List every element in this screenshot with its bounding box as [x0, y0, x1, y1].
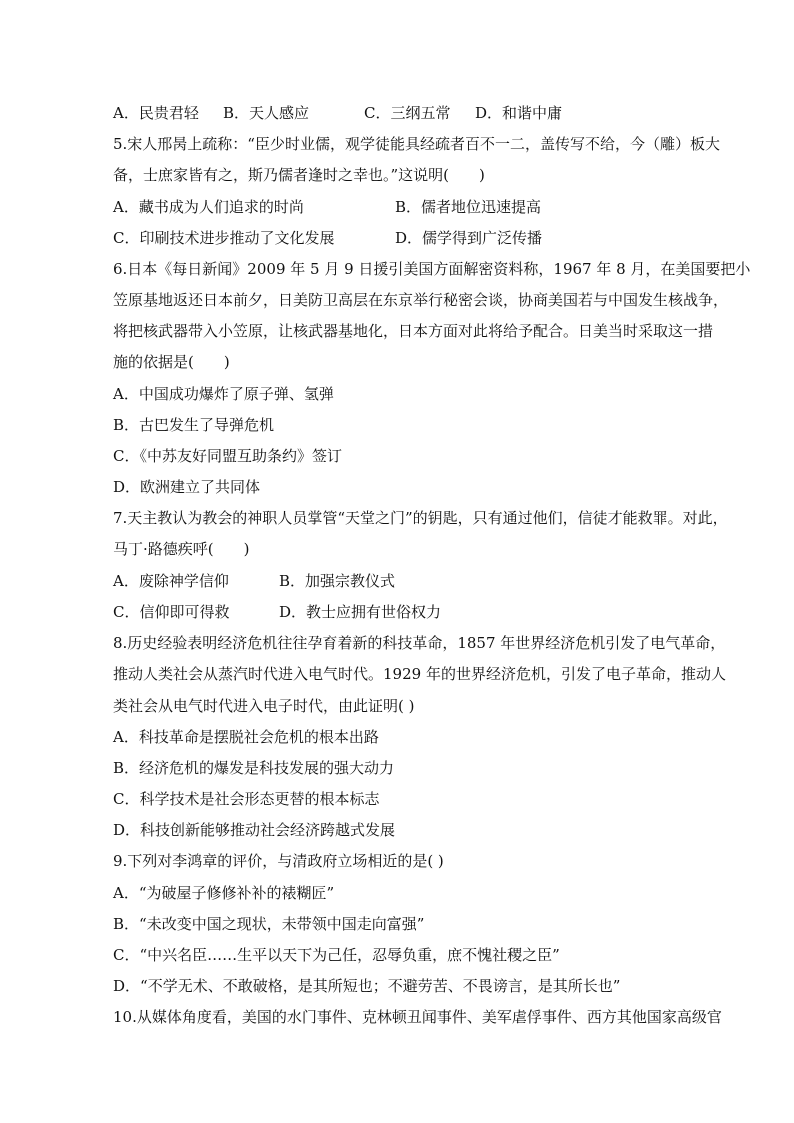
q6-option-d: D．欧洲建立了共同体	[113, 478, 261, 496]
q5-option-b: B．儒者地位迅速提高	[395, 198, 542, 216]
q4-option-b: B．天人感应	[223, 104, 310, 122]
q8-stem-line-1: 8.历史经验表明经济危机往往孕育着新的科技革命，1857 年世界经济危机引发了电气革命，	[113, 634, 726, 652]
q7-stem-line-1: 7.天主教认为教会的神职人员掌管“天堂之门”的钥匙，只有通过他们，信徒才能救罪。对此，	[113, 509, 728, 527]
q8-option-b: B．经济危机的爆发是科技发展的强大动力	[113, 759, 395, 777]
q5-option-d: D．儒学得到广泛传播	[395, 229, 543, 247]
q6-option-b: B．古巴发生了导弹危机	[113, 416, 275, 434]
q9-option-a: A．“为破屋子修修补补的裱糊匠”	[113, 884, 335, 902]
q8-option-d: D．科技创新能够推动社会经济跨越式发展	[113, 821, 396, 839]
q5-option-c: C．印刷技术进步推动了文化发展	[113, 229, 335, 247]
q4-option-a: A．民贵君轻	[113, 104, 199, 122]
q6-option-a: A．中国成功爆炸了原子弹、氢弹	[113, 385, 334, 403]
q5-stem-line-1: 5.宋人邢昺上疏称：“臣少时业儒，观学徒能具经疏者百不一二，盖传写不给，今（雕）板大	[113, 135, 720, 153]
q4-option-c: C．三纲五常	[364, 104, 451, 122]
q10-stem-line-1: 10.从媒体角度看，美国的水门事件、克林顿丑闻事件、美军虐俘事件、西方其他国家高级官	[113, 1008, 722, 1026]
q6-stem-line-1: 6.日本《每日新闻》2009 年 5 月 9 日援引美国方面解密资料称，1967 年 8 月，在美国要把小	[113, 260, 751, 278]
q7-option-a: A．废除神学信仰	[113, 572, 229, 590]
q7-stem-line-2: 马丁·路德疾呼( )	[113, 540, 250, 558]
q7-option-d: D．教士应拥有世俗权力	[279, 603, 442, 621]
q8-option-c: C．科学技术是社会形态更替的根本标志	[113, 790, 380, 808]
q7-option-b: B．加强宗教仪式	[279, 572, 396, 590]
q9-option-c: C．“中兴名臣……生平以天下为己任，忍辱负重，庶不愧社稷之臣”	[113, 946, 560, 964]
q8-stem-line-3: 类社会从电气时代进入电子时代，由此证明( )	[113, 697, 415, 715]
q6-stem-line-2: 笠原基地返还日本前夕，日美防卫高层在东京举行秘密会谈，协商美国若与中国发生核战争，	[113, 291, 729, 309]
q7-option-c: C．信仰即可得救	[113, 603, 230, 621]
q6-stem-line-4: 施的依据是( )	[113, 353, 230, 371]
q5-option-a: A．藏书成为人们追求的时尚	[113, 198, 304, 216]
q6-stem-line-3: 将把核武器带入小笠原，让核武器基地化，日本方面对此将给予配合。日美当时采取这一措	[113, 322, 714, 340]
q8-option-a: A．科技革命是摆脱社会危机的根本出路	[113, 728, 379, 746]
q4-option-d: D．和谐中庸	[475, 104, 563, 122]
q6-option-c: C．《中苏友好同盟互助条约》签订	[113, 447, 342, 465]
q9-option-d: D．“不学无术、不敢破格，是其所短也；不避劳苦、不畏谤言，是其所长也”	[113, 977, 621, 995]
q9-stem-line-1: 9.下列对李鸿章的评价，与清政府立场相近的是( )	[113, 852, 444, 870]
q8-stem-line-2: 推动人类社会从蒸汽时代进入电气时代。1929 年的世界经济危机，引发了电子革命，推动人	[113, 665, 726, 683]
q5-stem-line-2: 备，士庶家皆有之，斯乃儒者逢时之幸也。”这说明( )	[113, 166, 485, 184]
q9-option-b: B．“未改变中国之现状，未带领中国走向富强”	[113, 915, 425, 933]
